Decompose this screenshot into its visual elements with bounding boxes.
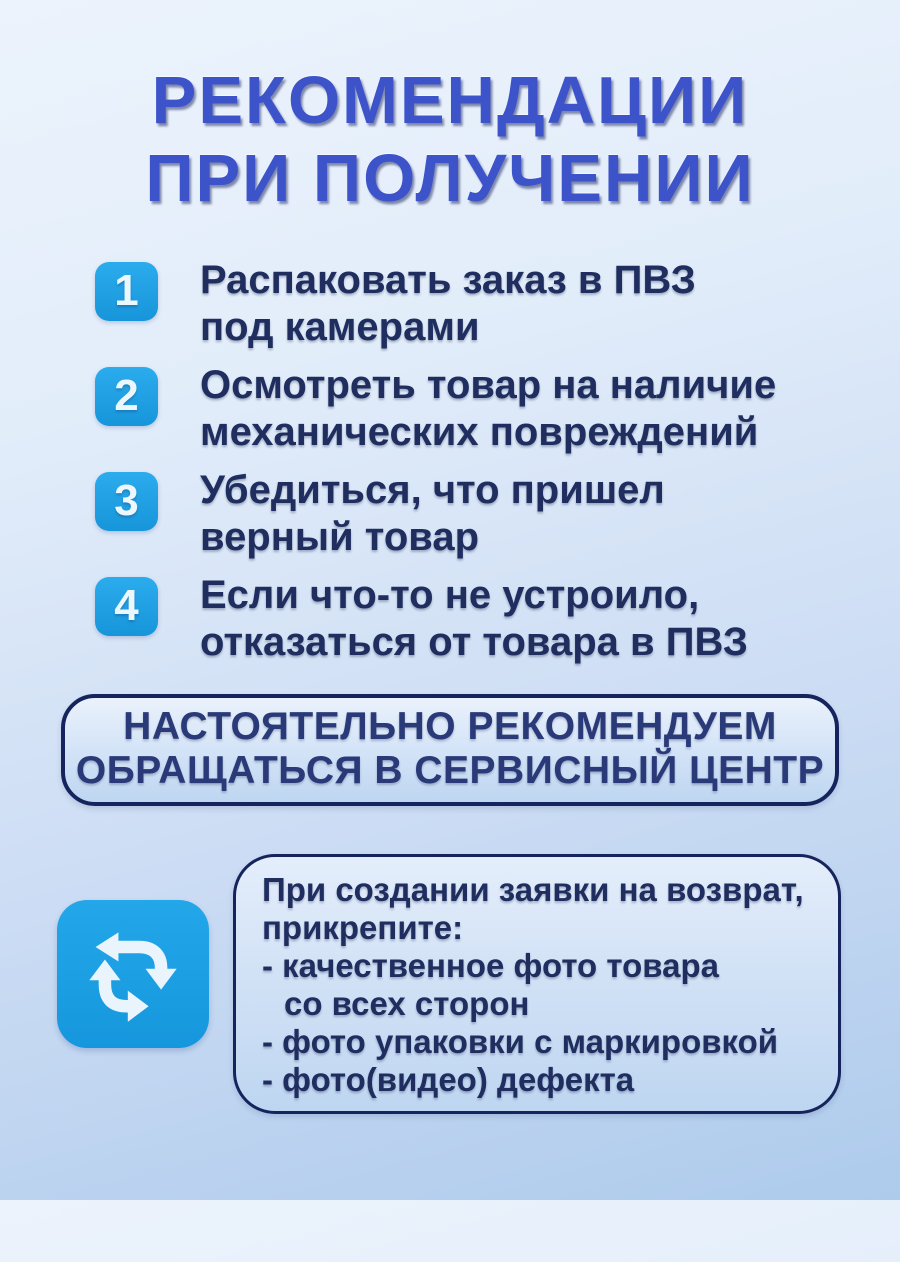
exchange-arrows-glyph [79, 922, 187, 1026]
step-2-line2: механических повреждений [200, 409, 759, 454]
step-item-3 [95, 467, 835, 561]
step-4-text [200, 572, 748, 666]
page-title [0, 62, 900, 219]
page-title-line1: РЕКОМЕНДАЦИИ [151, 63, 749, 138]
return-note-line-5: - фото упаковки с маркировкой [262, 1022, 779, 1060]
page-title-line2: ПРИ ПОЛУЧЕНИИ [145, 141, 755, 217]
step-item-2 [95, 362, 835, 456]
step-item-4 [95, 572, 835, 666]
step-4-line2: отказаться от товара в ПВЗ [200, 619, 748, 664]
step-3-line2: верный товар [200, 514, 480, 559]
service-center-banner [61, 694, 839, 806]
return-note-section [0, 854, 900, 1114]
step-2-line1: Осмотреть товар на наличие [200, 362, 777, 407]
step-item-1 [95, 257, 835, 351]
step-1-line2: под камерами [200, 304, 480, 349]
step-3-line1: Убедиться, что пришел [200, 467, 665, 512]
return-note-line-1: При создании заявки на возврат, [262, 870, 804, 908]
steps-list [95, 257, 835, 666]
return-note-line-2: прикрепите: [262, 908, 464, 946]
return-note-line-4: со всех сторон [284, 984, 530, 1022]
step-3-number-badge: 3 [95, 472, 158, 531]
banner-line1: НАСТОЯТЕЛЬНО РЕКОМЕНДУЕМ [123, 704, 777, 748]
return-note-line-6: - фото(видео) дефекта [262, 1060, 635, 1098]
step-2-number-badge: 2 [95, 367, 158, 426]
return-note-box [233, 854, 841, 1114]
step-2-text [200, 362, 776, 456]
step-4-line1: Если что-то не устроило, [200, 572, 700, 617]
step-1-text [200, 257, 696, 351]
step-1-line1: Распаковать заказ в ПВЗ [200, 257, 696, 302]
return-note-line-3: - качественное фото товара [262, 946, 719, 984]
step-4-number-badge: 4 [95, 577, 158, 636]
step-1-number-badge: 1 [95, 262, 158, 321]
step-3-text [200, 467, 665, 561]
banner-line2: ОБРАЩАТЬСЯ В СЕРВИСНЫЙ ЦЕНТР [75, 748, 825, 792]
exchange-arrows-icon [57, 900, 209, 1048]
